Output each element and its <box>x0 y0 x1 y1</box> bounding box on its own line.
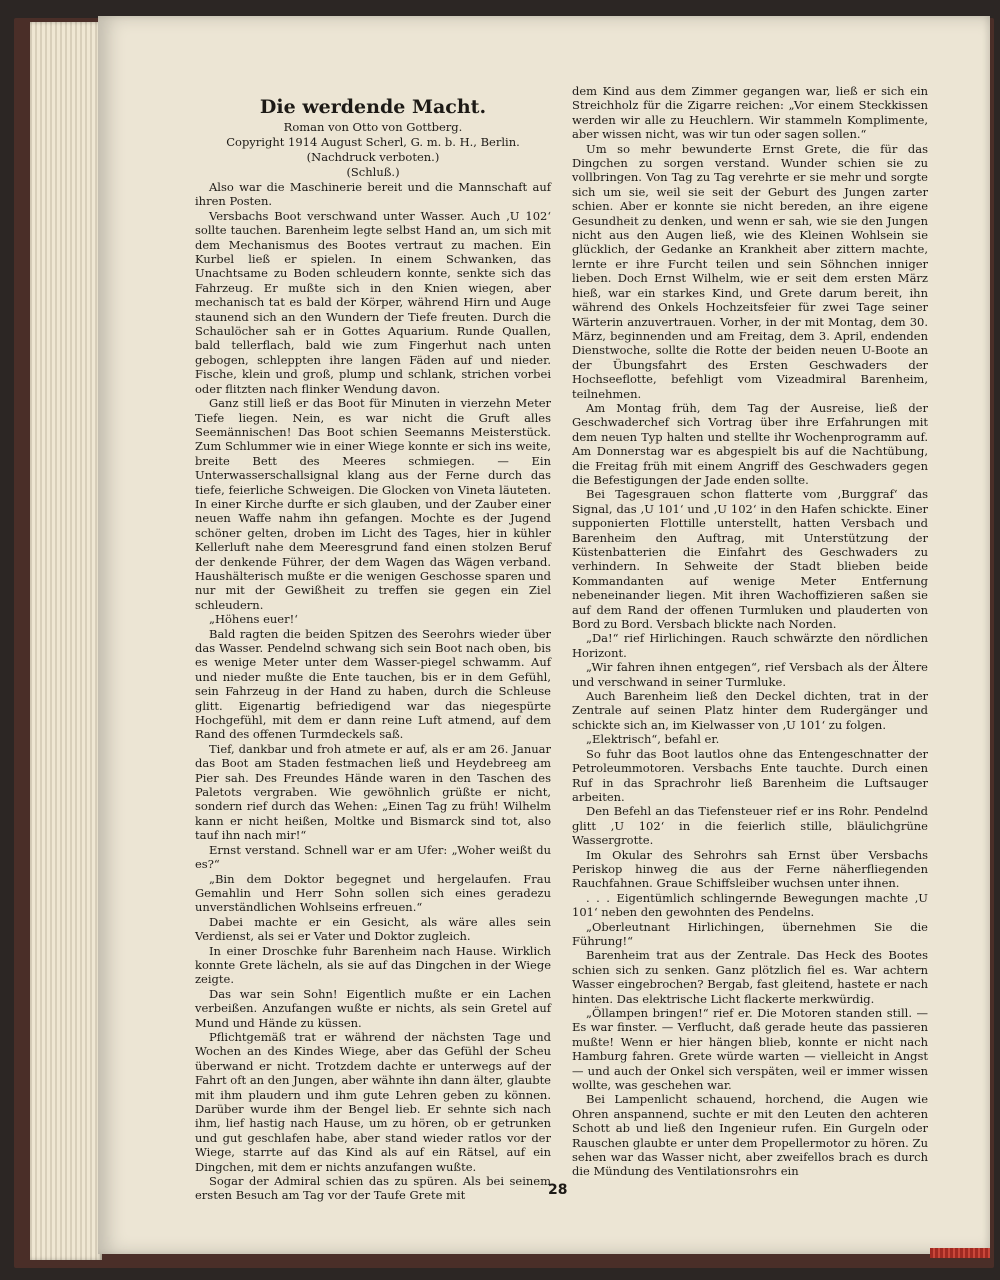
paragraph: Bei Tagesgrauen schon flatterte vom ‚Burggraf‘ das Signal, das ‚U 101‘ und ‚U 102‘ in den Hafen schickte. Einer supponierten Flottille unterstellt, hatten Versbach und Barenheim den Auftrag, mit Unterstützung der Küstenbatterien die Einfahrt des Geschwaders zu verhindern. In Sehweite der Stadt blieben beide Kommandanten auf wenige Meter Entfernung nebeneinander liegen. Mit ihren Wachoffizieren saßen sie auf dem Rand der offenen Turmluken und plauderten von Bord zu Bord. Versbach blickte nach Norden. <box>572 487 928 632</box>
paragraph: Um so mehr bewunderte Ernst Grete, die für das Dingchen zu sorgen verstand. Wunder schien sie zu vollbringen. Von Tag zu Tag verehrte er sie mehr und sorgte sich um sie, weil sie seit der Geburt des Jungen zarter schien. Aber er konnte sie nicht bereden, an ihre eigene Gesundheit zu denken, und wenn er sah, wie sie den Jungen nicht aus den Augen ließ, wie des Kleinen Wohlsein sie glücklich, der Gedanke an Krankheit aber zittern machte, lernte er ihre Furcht teilen und sein Söhnchen inniger lieben. Doch Ernst Wilhelm, wie er seit dem ersten März hieß, war ein starkes Kind, und Grete darum bereit, ihn während des Onkels Hochzeitsfeier für zwei Tage seiner Wärterin anzuvertrauen. Vorher, in der mit Montag, dem 30. März, beginnenden und am Freitag, dem 3. April, endenden Dienstwoche, sollte die Rotte der beiden neuen U-Boote an der Übungsfahrt des Ersten Geschwaders der Hochseeflotte, befehligt vom Vizeadmiral Barenheim, teilnehmen. <box>572 141 928 401</box>
paragraph: Im Okular des Sehrohrs sah Ernst über Versbachs Periskop hinweg die aus der Ferne näherfliegenden Rauchfahnen. Graue Schiffsleiber wuchsen unter ihnen. <box>572 847 928 891</box>
paragraph: . . . Eigentümlich schlingernde Bewegungen machte ‚U 101‘ neben den gewohnten des Pendelns. <box>572 890 928 920</box>
paragraph: „Höhens euer!‘ <box>209 612 298 627</box>
copyright-line: Copyright 1914 August Scherl, G. m. b. H., Berlin. <box>226 135 520 149</box>
paragraph: Pflichtgemäß trat er während der nächsten Tage und Wochen an des Kindes Wiege, aber das Gefühl der Scheu überwand er nicht. Trotzdem dachte er unterwegs auf der Fahrt oft an den Jungen, aber wähnte ihn dann älter, glaubte mit ihm plaudern und ihm gute Lehren geben zu können. Darüber wurde ihm der Bengel lieb. Er sehnte sich nach ihm, lief hastig nach Hause, um zu hören, ob er getrunken und gut geschlafen habe, aber stand wieder ratlos vor der Wiege, starrte auf das Kind als auf ein Rätsel, auf ein Dingchen, mit dem er nichts anzufangen wußte. <box>195 1029 551 1174</box>
page-stack-edge <box>30 22 102 1260</box>
red-page-edge <box>930 1248 990 1258</box>
paragraph: Sogar der Admiral schien das zu spüren. Als bei seinem ersten Besuch am Tag vor der Taufe Grete mit <box>195 1174 551 1203</box>
paragraph: Am Montag früh, dem Tag der Ausreise, ließ der Geschwaderchef sich Vortrag über ihre Erfahrungen mit dem neuen Typ halten und stellte ihr Wochenprogramm auf. Am Donnerstag war es abgespielt bis auf die Nachtübung, die Freitag früh mit einem Angriff des Geschwaders gegen die Befestigungen der Jade enden sollte. <box>572 400 928 487</box>
paragraph: Barenheim trat aus der Zentrale. Das Heck des Bootes schien sich zu senken. Ganz plötzlich fiel es. War achtern Wasser eingebrochen? Bergab, fast gleitend, hastete er nach hinten. Das elektrische Licht flackerte merkwürdig. <box>572 948 928 1006</box>
paragraph: „Wir fahren ihnen entgegen“, rief Versbach als der Ältere und verschwand in seiner Turmluke. <box>572 660 928 689</box>
paragraph: Versbachs Boot verschwand unter Wasser. Auch ‚U 102‘ sollte tauchen. Barenheim legte selbst Hand an, um sich mit dem Mechanismus des Bootes vertraut zu machen. Ein Kurbel ließ er spielen. In einem Schwanken, das Unachtsame zu Boden schleudern konnte, senkte sich das Fahrzeug. Er mußte sich in den Knien wiegen, aber mechanisch tat es bald der Körper, während Hirn und Auge staunend sich an den Wundern der Tiefe freuten. Durch die Schaulöcher sah er in Gottes Aquarium. Runde Quallen, bald tellerflach, bald wie zum Fingerhut nach unten gebogen, schleppten ihre langen Fäden auf und nieder. Fische, klein und groß, plump und schlank, strichen vorbei oder flitzten nach flinker Wendung davon. <box>195 208 551 396</box>
reprint-notice: (Nachdruck verboten.) <box>306 150 440 164</box>
paragraph: „Da!“ rief Hirlichingen. Rauch schwärzte den nördlichen Horizont. <box>572 631 928 660</box>
paragraph: dem Kind aus dem Zimmer gegangen war, ließ er sich ein Streichholz für die Zigarre reichen: „Vor einem Steckkissen werden wir alle zu Heuchlern. Wir stammeln Komplimente, aber wissen nicht, was wir tun oder sagen sollen.“ <box>572 84 928 142</box>
article-subtitle: Roman von Otto von Gottberg. <box>283 120 463 134</box>
paragraph: „Öllampen bringen!“ rief er. Die Motoren standen still. — Es war finster. — Verflucht, daß gerade heute das passieren mußte! Wenn er hier hängen blieb, konnte er nicht nach Hamburg fahren. Grete würde warten — vielleicht in Angst — und auch der Onkel sich verspäten, weil er immer wissen wollte, was geschehen war. <box>572 1006 928 1093</box>
paragraph: So fuhr das Boot lautlos ohne das Entengeschnatter der Petroleummotoren. Versbachs Ente tauchte. Durch einen Ruf in das Sprachrohr ließ Barenheim die Luftsauger arbeiten. <box>572 746 928 804</box>
left-column <box>195 82 551 1203</box>
paragraph: „Bin dem Doktor begegnet und hergelaufen. Frau Gemahlin und Herr Sohn sollen sich eines geradezu unverständlichen Wohlseins erfreuen.“ <box>195 871 551 915</box>
paragraph: Auch Barenheim ließ den Deckel dichten, trat in der Zentrale auf seinen Platz hinter dem Rudergänger und schickte sich an, im Kielwasser von ‚U 101‘ zu folgen. <box>572 689 928 732</box>
part-label: (Schluß.) <box>346 165 400 179</box>
paragraph: Bald ragten die beiden Spitzen des Seerohrs wieder über das Wasser. Pendelnd schwang sich sein Boot nach oben, bis es wenige Meter unter dem Wasser-piegel schwamm. Auf und nieder mußte die Ente tauchen, bis er in dem Gefühl, sein Fahrzeug in der Hand zu haben, durch die Schleuse glitt. Eigenartig befriedigend war das niegespürte Hochgefühl, mit dem er dann reine Luft atmend, auf dem Rand des offenen Turmdeckels saß. <box>195 626 551 742</box>
paragraph: Also war die Maschinerie bereit und die Mannschaft auf ihren Posten. <box>195 180 551 209</box>
paragraph: Dabei machte er ein Gesicht, als wäre alles sein Verdienst, als sei er Vater und Doktor zugleich. <box>195 914 551 944</box>
paragraph: „Oberleutnant Hirlichingen, übernehmen Sie die Führung!“ <box>572 919 928 948</box>
paragraph: In einer Droschke fuhr Barenheim nach Hause. Wirklich konnte Grete lächeln, als sie auf das Dingchen in der Wiege zeigte. <box>195 943 551 987</box>
paragraph: Bei Lampenlicht schauend, horchend, die Augen wie Ohren anspannend, suchte er mit den Leuten den achteren Schott ab und ließ den Ingenieur rufen. Ein Gurgeln oder Rauschen glaubte er unter dem Propellermotor zu hören. Zu sehen war das Wasser nicht, aber zweifellos brach es durch die Mündung des Ventilationsrohrs ein <box>572 1092 928 1179</box>
paragraph: Ernst verstand. Schnell war er am Ufer: „Woher weißt du es?“ <box>195 842 551 872</box>
paragraph: Das war sein Sohn! Eigentlich mußte er ein Lachen verbeißen. Anzufangen wußte er nichts, als sein Gretel auf Mund und Hände zu küssen. <box>195 986 551 1030</box>
paragraph: „Elektrisch“, befahl er. <box>586 732 720 747</box>
paragraph: Ganz still ließ er das Boot für Minuten in vierzehn Meter Tiefe liegen. Nein, es war nicht die Gruft alles Seemännischen! Das Boot schien Seemanns Meisterstück. Zum Schlummer wie in einer Wiege konnte er sich ins weite, breite Bett des Meeres schmiegen. — Ein Unterwasserschallsignal klang aus der Ferne durch das tiefe, feierliche Schweigen. Die Glocken von Vineta läuteten. In einer Kirche durfte er sich glauben, und der Zauber einer neuen Waffe nahm ihn gefangen. Mochte es der Jugend schöner gelten, droben im Licht des Tages, hier in kühler Kellerluft nahe dem Meeresgrund fand einen stolzen Beruf der denkende Führer, der dem Wagen das Wägen verband. Haushälterisch mußte er die wenigen Geschosse sparen und nur mit der Gewißheit zu treffen sie gegen ein Ziel schleudern. <box>195 396 551 612</box>
article-title: Die werdende Macht. <box>259 96 487 118</box>
right-column <box>572 84 928 1179</box>
paragraph: Tief, dankbar und froh atmete er auf, als er am 26. Januar das Boot am Staden festmachen ließ und Heydebreeg am Pier sah. Des Freundes Hände waren in den Taschen des Paletots vergraben. Wie gewöhnlich grüßte er nicht, sondern rief durch das Wehen: „Einen Tag zu früh! Wilhelm kann er nicht heißen, Moltke und Bismarck sind tot, also tauf ihn nach mir!“ <box>195 741 551 843</box>
paragraph: Den Befehl an das Tiefensteuer rief er ins Rohr. Pendelnd glitt ‚U 102‘ in die feierlich stille, bläulichgrüne Wassergrotte. <box>572 804 928 848</box>
page-number: 28 <box>548 1182 568 1198</box>
